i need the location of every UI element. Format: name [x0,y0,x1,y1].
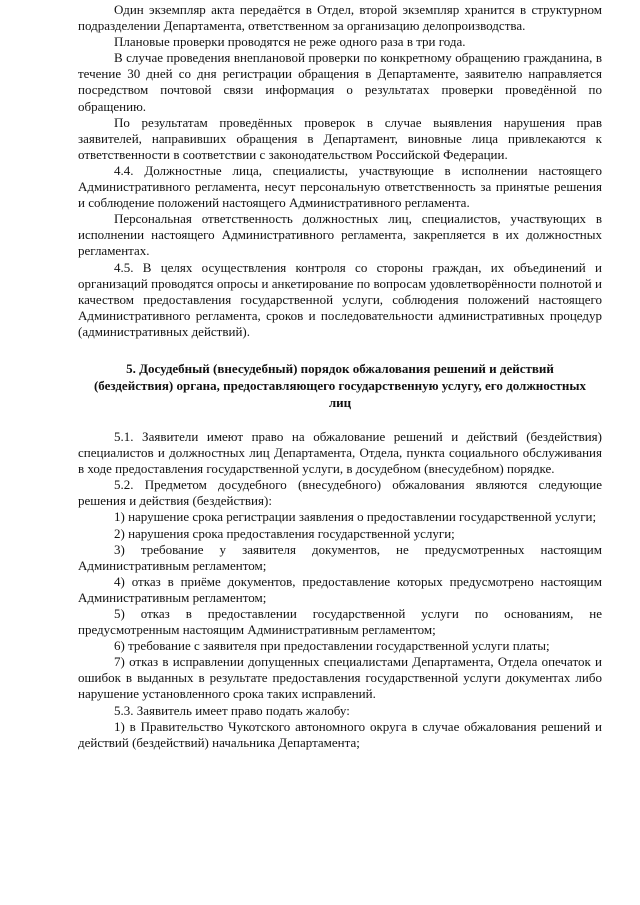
list-item-5-2-1: 1) нарушение срока регистрации заявления о предоставлении государственной услуги; [114,509,597,525]
paragraph-5-1: 5.1. Заявители имеют право на обжалование решений и действий (бездействия) специалистов и должностных лиц Департамента, Отдела, пункта социального обслуживания в ходе предоставления государственной услуги, в досудебном (внесудебном) порядке. [78,428,602,477]
section-5-heading: 5. Досудебный (внесудебный) порядок обжалования решений и действий (бездействия) органа, предоставляющего государственную услугу, его должностных лиц [93,360,587,410]
list-item-5-2-6: 6) требование с заявителя при предоставлении государственной услуги платы; [114,638,550,654]
list-item-5-2-4: 4) отказ в приёме документов, предоставление которых предусмотрено настоящим Административным регламентом; [78,573,602,605]
paragraph-personal-responsibility: Персональная ответственность должностных лиц, специалистов, участвующих в исполнении настоящего Административного регламента, закрепляется в их должностных регламентах. [78,211,602,259]
paragraph-unscheduled-checks: В случае проведения внеплановой проверки по конкретному обращению гражданина, в течение 30 дней со дня регистрации обращения в Департаменте, заявителю направляется посредством почтовой связи информация о результатах проверки проведённой по обращению. [78,50,602,114]
paragraph-check-results: По результатам проведённых проверок в случае выявления нарушения прав заявителей, направивших обращения в Департамент, виновные лица привлекаются к ответственности в соответствии с законодательством Российской Федерации. [78,114,602,162]
paragraph-4-4: 4.4. Должностные лица, специалисты, участвующие в исполнении настоящего Административного регламента, несут персональную ответственность за принятые решения и соблюдение положений настоящего Административного регламента. [78,162,602,211]
list-item-5-2-7: 7) отказ в исправлении допущенных специалистами Департамента, Отдела опечаток и ошибок в выданных в результате предоставления государственной услуги документах либо нарушение установленного срока таких исправлений. [78,654,602,702]
paragraph-act-copies: Один экземпляр акта передаётся в Отдел, второй экземпляр хранится в структурном подразделении Департамента, ответственном за организацию делопроизводства. [78,2,602,34]
list-item-5-2-5: 5) отказ в предоставлении государственной услуги по основаниям, не предусмотренным настоящим Административным регламентом; [78,606,602,638]
paragraph-4-5: 4.5. В целях осуществления контроля со стороны граждан, их объединений и организаций проводятся опросы и анкетирование по вопросам удовлетворённости полнотой и качеством предоставления государственной услуги, соблюдения положений настоящего Административного регламента, сроков и последовательности административных процедур (административных действий). [78,259,602,339]
paragraph-5-3: 5.3. Заявитель имеет право подать жалобу: [114,702,350,718]
list-item-5-2-3: 3) требование у заявителя документов, не предусмотренных настоящим Административным регламентом; [78,541,602,573]
document-page [78,2,602,751]
paragraph-planned-checks: Плановые проверки проводятся не реже одного раза в три года. [114,34,466,50]
list-item-5-2-2: 2) нарушения срока предоставления государственной услуги; [114,525,455,541]
paragraph-5-2: 5.2. Предметом досудебного (внесудебного) обжалования являются следующие решения и действия (бездействия): [78,477,602,509]
list-item-5-3-1: 1) в Правительство Чукотского автономного округа в случае обжалования решений и действий (бездействий) начальника Департамента; [78,718,602,750]
